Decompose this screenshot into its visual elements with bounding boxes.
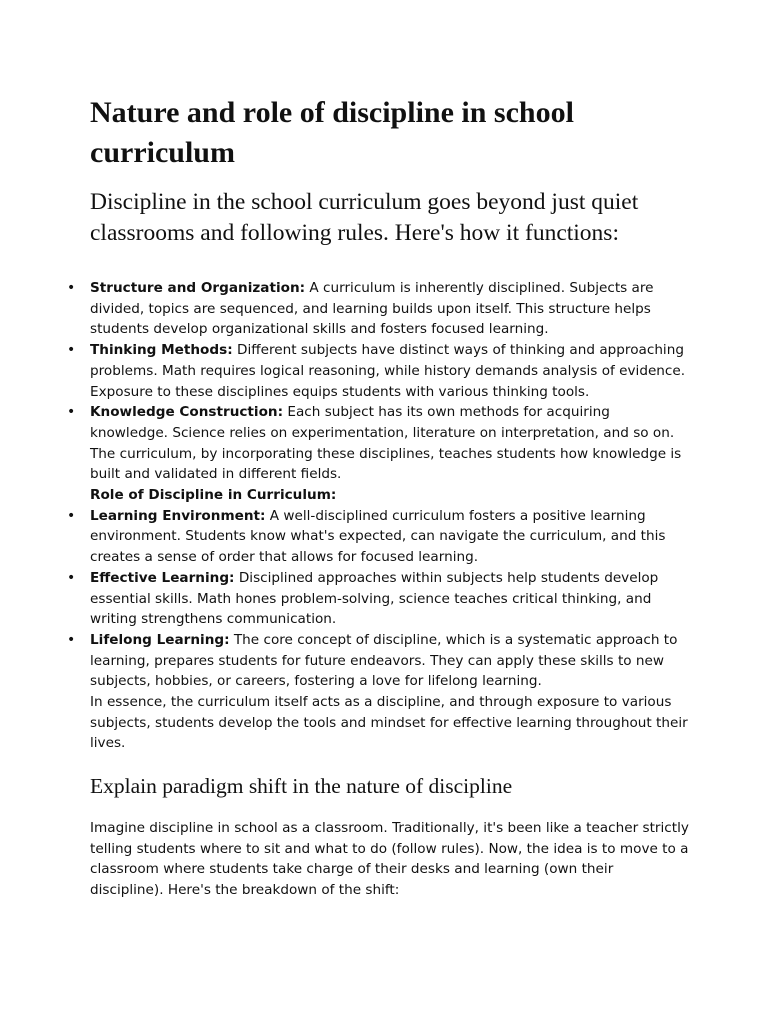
list-item-text: Each subject has its own methods for acquiring knowledge. Science relies on experimentation, literature on interpretation, and so on. The curriculum, by incorporating these disciplines, teaches students how knowledge is built and validated in different fields.: [90, 404, 682, 483]
discipline-list: [90, 278, 690, 754]
section-paragraph: Imagine discipline in school as a classroom. Traditionally, it's been like a teacher strictly telling students where to sit and what to do (follow rules). Now, the idea is to move to a classroom where students take charge of their desks and learning (own their discipline). Here's the breakdown of the shift:: [90, 820, 689, 899]
list-item-label: Effective Learning:: [90, 569, 235, 586]
list-item: [90, 506, 690, 568]
intro-paragraph: Discipline in the school curriculum goes beyond just quiet classrooms and following rules. Here's how it functions:: [90, 189, 639, 246]
list-item-label: Structure and Organization:: [90, 280, 306, 296]
section-heading: Explain paradigm shift in the nature of discipline: [90, 774, 513, 798]
conclusion-paragraph: In essence, the curriculum itself acts as a discipline, and through exposure to various subjects, students develop the tools and mindset for effective learning throughout their lives.: [90, 694, 688, 752]
role-heading-item: [90, 485, 690, 506]
list-item: [90, 278, 690, 340]
list-item-label: Knowledge Construction:: [90, 404, 284, 421]
page-title: Nature and role of discipline in school curriculum: [90, 96, 574, 169]
list-item-text: Disciplined approaches within subjects help students develop essential skills. Math hones problem-solving, science teaches critical thinking, and writing strengthens communication.: [90, 569, 659, 628]
list-item-label: Lifelong Learning:: [90, 631, 230, 648]
list-item: [90, 402, 690, 485]
list-item-text: A well-disciplined curriculum fosters a positive learning environment. Students know what's expected, can navigate the curriculum, and this creates a sense of order that allows for focused learning.: [90, 507, 666, 566]
role-heading: Role of Discipline in Curriculum:: [90, 487, 337, 504]
list-item: [90, 568, 690, 630]
list-item-text: A curriculum is inherently disciplined. Subjects are divided, topics are sequenced, and learning builds upon itself. This structure helps students develop organizational skills and fosters focused learning.: [90, 280, 654, 338]
list-item: [90, 340, 690, 402]
list-item: [90, 630, 690, 692]
list-item-text: Different subjects have distinct ways of thinking and approaching problems. Math requires logical reasoning, while history demands analysis of evidence. Exposure to these disciplines equips students with various thinking tools.: [90, 342, 686, 400]
list-item-text: The core concept of discipline, which is a systematic approach to learning, prepares students for future endeavors. They can apply these skills to new subjects, hobbies, or careers, fostering a love for lifelong learning.: [90, 631, 678, 690]
list-item-label: Learning Environment:: [90, 507, 266, 524]
list-item-label: Thinking Methods:: [90, 342, 233, 359]
